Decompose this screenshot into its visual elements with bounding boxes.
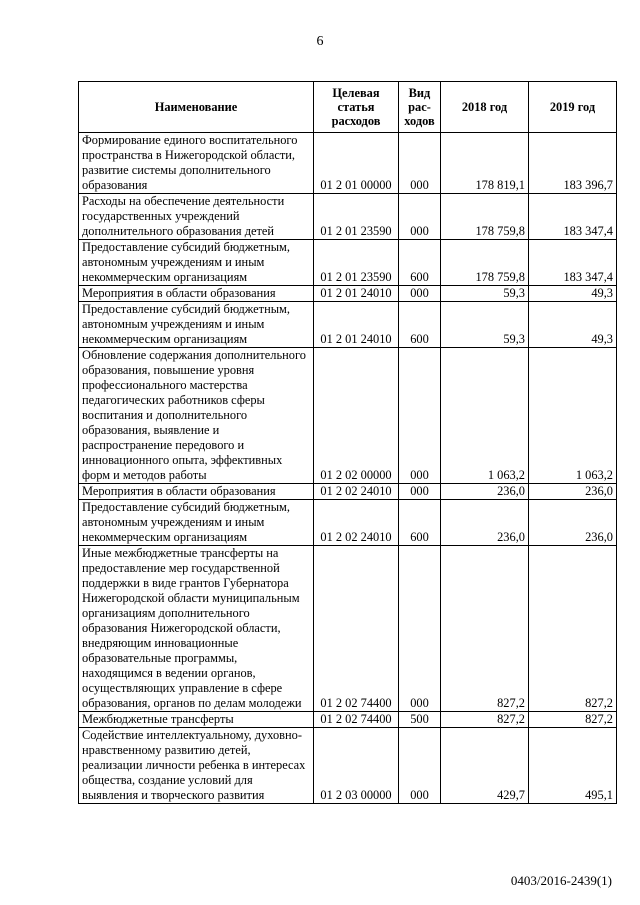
cell-2019: 495,1 (529, 728, 617, 804)
cell-name: Мероприятия в области образования (79, 484, 314, 500)
cell-2019: 1 063,2 (529, 348, 617, 484)
cell-expense-type: 000 (399, 728, 441, 804)
header-name: Наименование (79, 82, 314, 133)
cell-expense-type: 000 (399, 546, 441, 712)
table-row (79, 348, 617, 484)
cell-name: Предоставление субсидий бюджетным, автономным учреждениям и иным некоммерческим организациям (79, 302, 314, 348)
cell-expense-type: 000 (399, 194, 441, 240)
table-header-row (79, 82, 617, 133)
cell-target-article: 01 2 01 24010 (314, 302, 399, 348)
table-row (79, 712, 617, 728)
cell-2018: 178 819,1 (441, 133, 529, 194)
cell-2018: 178 759,8 (441, 194, 529, 240)
cell-expense-type: 000 (399, 348, 441, 484)
cell-name: Иные межбюджетные трансферты на предоставление мер государственной поддержки в виде грантов Губернатора Нижегородской области муниципальным организациям дополнительного образования Нижегородской области, внедряющим инновационные образовательные программы, находящимся в ведении органов, осуществляющих управление в сфере образования, органов по делам молодежи (79, 546, 314, 712)
header-expense-type: Вид рас-ходов (399, 82, 441, 133)
cell-2019: 827,2 (529, 546, 617, 712)
header-target-article: Целевая статья расходов (314, 82, 399, 133)
cell-2018: 429,7 (441, 728, 529, 804)
cell-target-article: 01 2 02 24010 (314, 484, 399, 500)
cell-target-article: 01 2 03 00000 (314, 728, 399, 804)
cell-2018: 178 759,8 (441, 240, 529, 286)
cell-2019: 183 347,4 (529, 194, 617, 240)
cell-target-article: 01 2 02 74400 (314, 712, 399, 728)
cell-name: Обновление содержания дополнительного образования, повышение уровня профессионального мастерства педагогических работников сферы воспитания и дополнительного образования, выявление и распространение передового и инновационного опыта, эффективных форм и методов работы (79, 348, 314, 484)
cell-2018: 236,0 (441, 484, 529, 500)
cell-2019: 49,3 (529, 302, 617, 348)
table-row (79, 286, 617, 302)
table-row (79, 302, 617, 348)
cell-expense-type: 600 (399, 302, 441, 348)
cell-2019: 183 347,4 (529, 240, 617, 286)
cell-target-article: 01 2 01 23590 (314, 194, 399, 240)
cell-target-article: 01 2 01 00000 (314, 133, 399, 194)
cell-target-article: 01 2 01 23590 (314, 240, 399, 286)
cell-name: Формирование единого воспитательного пространства в Нижегородской области, развитие системы дополнительного образования (79, 133, 314, 194)
cell-expense-type: 000 (399, 484, 441, 500)
table-row (79, 484, 617, 500)
table-row (79, 500, 617, 546)
cell-2018: 59,3 (441, 286, 529, 302)
cell-target-article: 01 2 02 74400 (314, 546, 399, 712)
cell-name: Мероприятия в области образования (79, 286, 314, 302)
cell-2018: 236,0 (441, 500, 529, 546)
cell-expense-type: 000 (399, 133, 441, 194)
cell-target-article: 01 2 02 24010 (314, 500, 399, 546)
cell-name: Содействие интеллектуальному, духовно-нравственному развитию детей, реализации личности ребенка в интересах общества, создание условий для выявления и творческого развития (79, 728, 314, 804)
header-2019: 2019 год (529, 82, 617, 133)
document-code: 0403/2016-2439(1) (510, 873, 612, 888)
cell-2018: 827,2 (441, 712, 529, 728)
cell-name: Предоставление субсидий бюджетным, автономным учреждениям и иным некоммерческим организациям (79, 500, 314, 546)
cell-name: Расходы на обеспечение деятельности государственных учреждений дополнительного образования детей (79, 194, 314, 240)
cell-2018: 1 063,2 (441, 348, 529, 484)
budget-table (78, 81, 617, 804)
cell-2019: 236,0 (529, 500, 617, 546)
table-row (79, 240, 617, 286)
header-2018: 2018 год (441, 82, 529, 133)
cell-2019: 236,0 (529, 484, 617, 500)
table-row (79, 546, 617, 712)
table-row (79, 133, 617, 194)
table-row (79, 728, 617, 804)
page-number: 6 (316, 34, 324, 49)
table-body (79, 133, 617, 804)
cell-target-article: 01 2 02 00000 (314, 348, 399, 484)
cell-expense-type: 600 (399, 500, 441, 546)
cell-name: Межбюджетные трансферты (79, 712, 314, 728)
cell-2018: 59,3 (441, 302, 529, 348)
cell-expense-type: 000 (399, 286, 441, 302)
table-row (79, 194, 617, 240)
cell-name: Предоставление субсидий бюджетным, автономным учреждениям и иным некоммерческим организациям (79, 240, 314, 286)
cell-expense-type: 500 (399, 712, 441, 728)
cell-2019: 183 396,7 (529, 133, 617, 194)
cell-2018: 827,2 (441, 546, 529, 712)
cell-expense-type: 600 (399, 240, 441, 286)
cell-2019: 827,2 (529, 712, 617, 728)
cell-2019: 49,3 (529, 286, 617, 302)
cell-target-article: 01 2 01 24010 (314, 286, 399, 302)
